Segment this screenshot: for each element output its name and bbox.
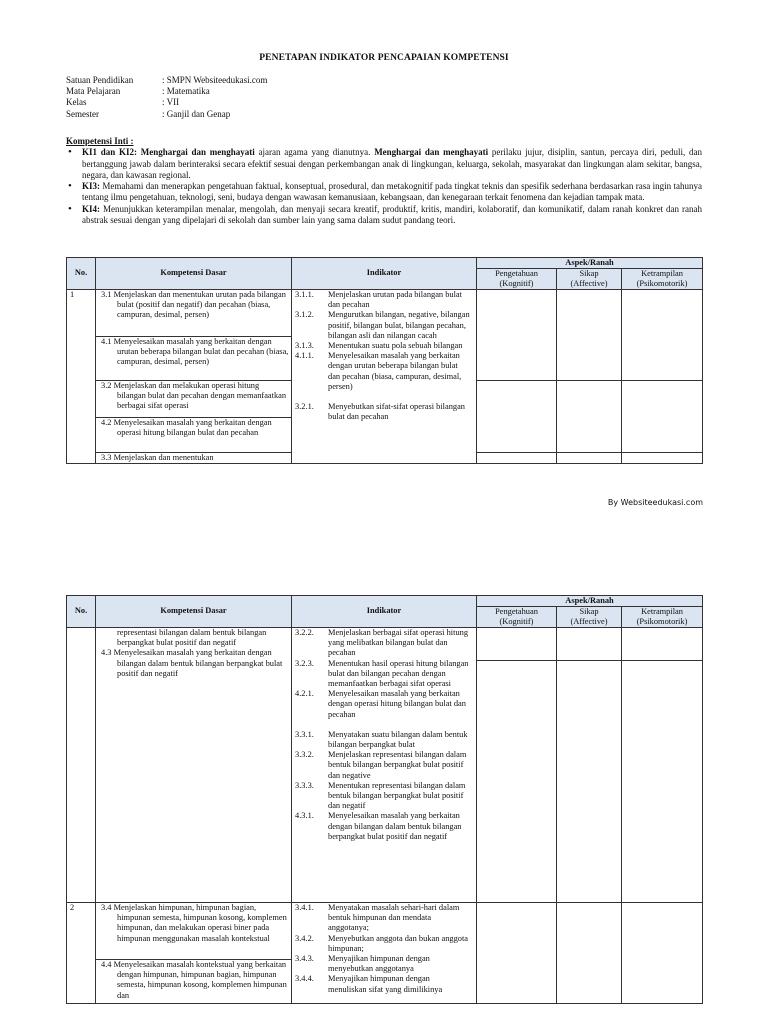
indicator-item: [292, 310, 476, 341]
aspect-cell: [622, 661, 703, 903]
kd-cell: [96, 337, 292, 381]
ki-text: Memahami dan menerapkan pengetahuan faktual, konseptual, prosedural, dan metakognitif pada tingkat teknis dan spesifik sederhana berdasarkan rasa ingin tahunya tentang ilmu pengetahuan, teknologi, seni, budaya dengan wawasan kemanusiaan, kebangsaan, dan kenegaraan terkait fenomena dan kejadian tampak mata.: [82, 181, 702, 203]
header-line: (Kognitif): [499, 279, 534, 288]
indicator-item: [292, 730, 476, 750]
row-number: [67, 628, 96, 903]
indicator-number: 3.1.3.: [295, 341, 314, 351]
indicator-text: Menjelaskan urutan pada bilangan bulat dan pecahan: [328, 290, 462, 310]
header-ketrampilan: [622, 269, 703, 290]
kd-item: 4.3 Menyelesaikan masalah yang berkaitan dengan bilangan dalam bentuk bilangan berpangkat bulat positif dan negatif: [101, 648, 283, 678]
indicator-text: Menyebutkan anggota dan bukan anggota himpunan;: [328, 933, 469, 953]
indicator-item: [292, 903, 476, 934]
competency-table-2: [66, 595, 703, 1004]
header-line: (Psikomotorik): [636, 279, 688, 288]
table-row: [67, 290, 703, 337]
ki-item-3: [66, 181, 702, 204]
kd-cell: [96, 381, 292, 418]
indicator-item: [292, 811, 476, 842]
aspect-cell: [477, 453, 557, 464]
header-line: Sikap: [579, 269, 599, 278]
spacer: [292, 720, 476, 730]
indicator-text: Menyajikan himpunan dengan menyebutkan anggotanya: [328, 954, 430, 974]
header-sikap: [557, 269, 622, 290]
indicator-number: 4.3.1.: [295, 811, 314, 821]
row-number: 1: [67, 290, 96, 464]
aspect-cell: [557, 453, 622, 464]
kd-cell: [96, 453, 292, 464]
aspect-cell: [557, 628, 622, 661]
indicator-item: [292, 954, 476, 974]
header-pengetahuan: [477, 607, 557, 628]
aspect-cell: [622, 290, 703, 381]
indicator-number: 3.4.3.: [295, 954, 314, 964]
table-header-row: [67, 258, 703, 269]
aspect-cell: [477, 628, 557, 661]
indicator-text: Menentukan representasi bilangan dalam bentuk bilangan berpangkat bulat positif dan negatif: [328, 780, 466, 811]
header-line: (Psikomotorik): [636, 617, 688, 626]
ki-text: perilaku jujur, disiplin, santun, percaya diri, peduli, dan bertanggung jawab dalam berinteraksi secara efektif sesuai dengan perkembangan anak di lingkungan, keluarga, sekolah, masyarakat dan lingkungan alam sekitar, bangsa, negara, dan kawasan regional.: [82, 147, 702, 180]
ki-item-4: [66, 204, 702, 227]
indicator-item: [292, 750, 476, 781]
header-no: No.: [67, 258, 96, 290]
meta-value: : VII: [162, 97, 180, 108]
indicator-number: 4.1.1.: [295, 351, 314, 361]
indicator-number: 3.4.1.: [295, 903, 314, 912]
ki-text: Menunjukkan keterampilan menalar, mengolah, dan menyaji secara kreatif, produktif, kritis, mandiri, kolaboratif, dan komunikatif, dalam ranah konkret dan ranah abstrak sesuai dengan yang dipelajari di sekolah dan sumber lain yang sama dalam sudut pandang teori.: [82, 203, 702, 226]
aspect-cell: [557, 290, 622, 381]
indicator-item: [292, 351, 476, 392]
aspect-cell: [477, 290, 557, 381]
kd-item: 4.2 Menyelesaikan masalah yang berkaitan dengan operasi hitung bilangan bulat dan pecahan: [101, 418, 272, 438]
header-kd: Kompetensi Dasar: [96, 596, 292, 628]
kd-cell: [96, 628, 292, 903]
indicator-text: Menyelesaikan masalah yang berkaitan dengan bilangan dalam bentuk bilangan berpangkat bulat positif dan negatif: [328, 811, 462, 841]
header-line: (Affective): [570, 279, 608, 288]
kd-item: 4.4 Menyelesaikan masalah kontekstual yang berkaitan dengan himpunan, himpunan bagian, himpunan semesta, himpunan kosong, komplemen himpunan dan: [101, 960, 287, 1000]
aspect-cell: [477, 661, 557, 903]
indicator-text: Menentukan suatu pola sebuah bilangan: [328, 341, 463, 351]
indicator-text: Menyatakan suatu bilangan dalam bentuk bilangan berpangkat bulat: [328, 729, 468, 750]
indicator-text: Mengurutkan bilangan, negative, bilangan positif, bilangan bulat, bilangan pecahan, bilangan asli dan nilangan cacah: [328, 310, 470, 340]
indicator-number: 3.4.2.: [295, 933, 314, 943]
indicator-text: Menyelesaikan masalah yang berkaitan dengan operasi hitung bilangan bulat dan pecahan: [328, 689, 466, 719]
indicator-text: Menjelaskan representasi bilangan dalam bentuk bilangan berpangkat bulat positif dan negative: [328, 750, 467, 780]
kd-item: 3.2 Menjelaskan dan melakukan operasi hitung bilangan bulat dan pecahan dengan memanfaatkan berbagai sifat operasi: [101, 381, 287, 411]
ki-heading: Kompetensi Inti :: [66, 136, 134, 146]
meta-row-satuan: [66, 75, 267, 86]
competency-table-1: [66, 257, 703, 464]
indicator-item: [292, 974, 476, 994]
indicator-item: [292, 659, 476, 690]
indicator-number: 3.3.1.: [295, 729, 314, 739]
meta-value: : Matematika: [162, 86, 210, 97]
indikator-cell: [292, 290, 477, 464]
ki-list: [66, 147, 702, 226]
row-number: 2: [67, 903, 96, 1004]
aspect-cell: [622, 381, 703, 453]
kd-item: 4.1 Menyelesaikan masalah yang berkaitan dengan urutan beberapa bilangan bulat dan pecahan (biasa, campuran, desimal, persen): [101, 337, 289, 367]
indicator-number: 4.2.1.: [295, 689, 314, 699]
indikator-cell: [292, 903, 477, 1004]
aspect-cell: [477, 381, 557, 453]
header-line: (Affective): [570, 617, 608, 626]
header-aspek: Aspek/Ranah: [477, 596, 703, 607]
indicator-number: 3.2.3.: [295, 658, 314, 668]
table-header-row: [67, 596, 703, 607]
spacer: [292, 392, 476, 402]
indikator-cell: [292, 628, 477, 903]
indicator-number: 3.2.1.: [295, 402, 314, 412]
header-ketrampilan: [622, 607, 703, 628]
aspect-cell: [622, 628, 703, 661]
kd-cell: [96, 418, 292, 453]
kd-cell: [96, 903, 292, 960]
ki-text: ajaran agama yang dianutnya.: [254, 147, 375, 158]
header-line: Ketrampilan: [641, 269, 683, 278]
indicator-text: Menentukan hasil operasi hitung bilangan bulat dan bilangan pecahan dengan memanfaatkan berbagai sifat operasi: [328, 658, 469, 689]
header-sikap: [557, 607, 622, 628]
meta-label: Kelas: [66, 97, 87, 108]
indicator-text: Menyelesaikan masalah yang berkaitan dengan urutan beberapa bilangan bulat dan pecahan (biasa, campuran, desimal, persen): [328, 351, 462, 391]
header-kd: Kompetensi Dasar: [96, 258, 292, 290]
table-row: [67, 903, 703, 960]
indicator-number: 3.2.2.: [295, 628, 314, 637]
meta-row-semester: [66, 109, 267, 120]
header-pengetahuan: [477, 269, 557, 290]
aspect-cell: [477, 903, 557, 1004]
meta-row-mapel: [66, 86, 267, 97]
meta-label: Mata Pelajaran: [66, 86, 121, 97]
aspect-cell: [557, 381, 622, 453]
header-line: Pengetahuan: [495, 269, 538, 278]
table-row: [67, 628, 703, 661]
header-line: Sikap: [579, 607, 599, 616]
indicator-number: 3.1.2.: [295, 310, 314, 320]
indicator-item: [292, 689, 476, 720]
indicator-text: Menjelaskan berbagai sifat operasi hitung yang melibatkan bilangan bulat dan pecahan: [328, 628, 469, 658]
identity-block: [66, 75, 267, 120]
ki-bold: KI4:: [82, 203, 100, 214]
header-no: No.: [67, 596, 96, 628]
indicator-number: 3.1.1.: [295, 290, 314, 299]
indicator-number: 3.3.2.: [295, 750, 314, 760]
aspect-cell: [622, 903, 703, 1004]
indicator-item: [292, 402, 476, 422]
header-indikator: Indikator: [292, 258, 477, 290]
indicator-item: [292, 628, 476, 659]
header-line: (Kognitif): [499, 617, 534, 626]
indicator-item: [292, 934, 476, 954]
header-aspek: Aspek/Ranah: [477, 258, 703, 269]
indicator-item: [292, 290, 476, 310]
credit-footer: By Websiteedukasi.com: [607, 498, 703, 507]
kd-cell: [96, 290, 292, 337]
kd-item: 3.4 Menjelaskan himpunan, himpunan bagian, himpunan semesta, himpunan kosong, komplemen himpunan, dan melakukan operasi biner pada himpunan menggunakan masalah kontekstual: [101, 903, 287, 943]
meta-value: : SMPN Websiteedukasi.com: [162, 75, 268, 85]
indicator-number: 3.3.3.: [295, 780, 314, 790]
kd-item: 3.3 Menjelaskan dan menentukan: [101, 453, 214, 462]
ki-item-1-2: [66, 147, 702, 181]
indicator-number: 3.4.4.: [295, 974, 314, 984]
kompetensi-inti-section: [66, 136, 702, 226]
ki-bold: KI3:: [82, 181, 100, 192]
aspect-cell: [557, 903, 622, 1004]
ki-bold: Menghargai dan menghayati: [374, 147, 489, 158]
indicator-text: Menyebutkan sifat-sifat operasi bilangan bulat dan pecahan: [328, 402, 465, 422]
kd-cell: [96, 960, 292, 1004]
indicator-text: Menyajikan himpunan dengan menuliskan sifat yang dimilikinya: [328, 974, 443, 994]
kd-item: 3.1 Menjelaskan dan menentukan urutan pada bilangan bulat (positif dan negatif) dan pecahan (biasa, campuran, desimal, persen): [101, 290, 286, 320]
ki-bold: KI1 dan KI2: Menghargai dan menghayati: [82, 147, 255, 158]
page-title: PENETAPAN INDIKATOR PENCAPAIAN KOMPETENSI: [259, 53, 509, 63]
aspect-cell: [622, 453, 703, 464]
header-indikator: Indikator: [292, 596, 477, 628]
meta-value: : Ganjil dan Genap: [162, 108, 231, 119]
indicator-text: Menyatakan masalah sehari-hari dalam bentuk himpunan dan mendata anggotanya;: [328, 903, 460, 933]
meta-row-kelas: [66, 97, 267, 108]
indicator-item: [292, 341, 476, 351]
indicator-item: [292, 781, 476, 812]
header-line: Pengetahuan: [495, 607, 538, 616]
kd-item: representasi bilangan dalam bentuk bilangan berpangkat bulat positif dan negatif: [117, 628, 267, 648]
meta-label: Semester: [66, 108, 99, 119]
aspect-cell: [557, 661, 622, 903]
meta-label: Satuan Pendidikan: [66, 75, 134, 85]
header-line: Ketrampilan: [641, 607, 683, 616]
